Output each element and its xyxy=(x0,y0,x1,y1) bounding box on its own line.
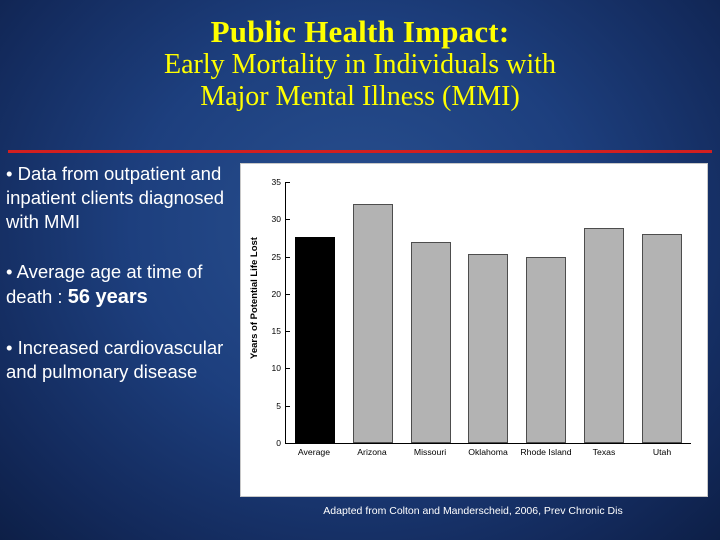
bullet-item-2 xyxy=(6,260,238,310)
chart-y-axis-label: Years of Potential Life Lost xyxy=(249,237,260,359)
chart-plot-area xyxy=(271,177,691,448)
bullet-item-2-text: • Average age at time of death : xyxy=(6,261,203,308)
source-credit: Adapted from Colton and Manderscheid, 2006, Prev Chronic Dis xyxy=(323,505,623,517)
chart-bar xyxy=(468,254,508,443)
chart-inner xyxy=(241,164,707,496)
title-line-3: Major Mental Illness (MMI) xyxy=(200,80,520,112)
chart-x-label: Utah xyxy=(652,447,672,457)
chart-y-tick: 5 xyxy=(276,401,286,411)
chart-bar-wrap xyxy=(584,182,624,443)
chart-y-tick: 10 xyxy=(272,363,286,373)
chart-bar xyxy=(642,234,682,443)
chart-x-label: Arizona xyxy=(357,447,387,457)
bullet-list xyxy=(6,162,238,404)
chart-y-tick: 30 xyxy=(272,214,286,224)
bullet-item-1: • Data from outpatient and inpatient clients diagnosed with MMI xyxy=(6,163,225,233)
chart-x-label: Oklahoma xyxy=(468,447,508,457)
chart-bar-wrap xyxy=(411,182,451,443)
chart-x-label: Texas xyxy=(592,447,616,457)
chart-bar-wrap xyxy=(468,182,508,443)
page-title xyxy=(0,14,720,112)
chart-bar xyxy=(295,237,335,443)
chart-y-tick: 0 xyxy=(276,438,286,448)
chart-bar xyxy=(526,257,566,443)
title-line-1: Public Health Impact: xyxy=(210,14,510,49)
title-line-2: Early Mortality in Individuals with xyxy=(164,49,556,81)
chart-panel xyxy=(240,163,708,497)
chart-y-tick: 20 xyxy=(272,289,286,299)
chart-y-tick: 15 xyxy=(272,326,286,336)
chart-bars xyxy=(286,182,691,443)
bullet-item-2-highlight: 56 years xyxy=(67,286,148,309)
chart-y-tick: 35 xyxy=(272,177,286,187)
chart-bar xyxy=(584,228,624,443)
chart-x-axis-labels xyxy=(285,447,691,481)
chart-bar xyxy=(353,204,393,443)
chart-bar-wrap xyxy=(353,182,393,443)
title-divider xyxy=(8,150,712,153)
chart-bar-wrap xyxy=(295,182,335,443)
bullet-item-3: • Increased cardiovascular and pulmonary disease xyxy=(6,337,224,383)
chart-y-tick: 25 xyxy=(272,252,286,262)
chart-x-label: Average xyxy=(297,447,331,457)
chart-bar-wrap xyxy=(642,182,682,443)
chart-bar-wrap xyxy=(526,182,566,443)
chart-x-label: Rhode Island xyxy=(520,447,572,457)
chart-x-label: Missouri xyxy=(413,447,447,457)
chart-bar xyxy=(411,242,451,443)
